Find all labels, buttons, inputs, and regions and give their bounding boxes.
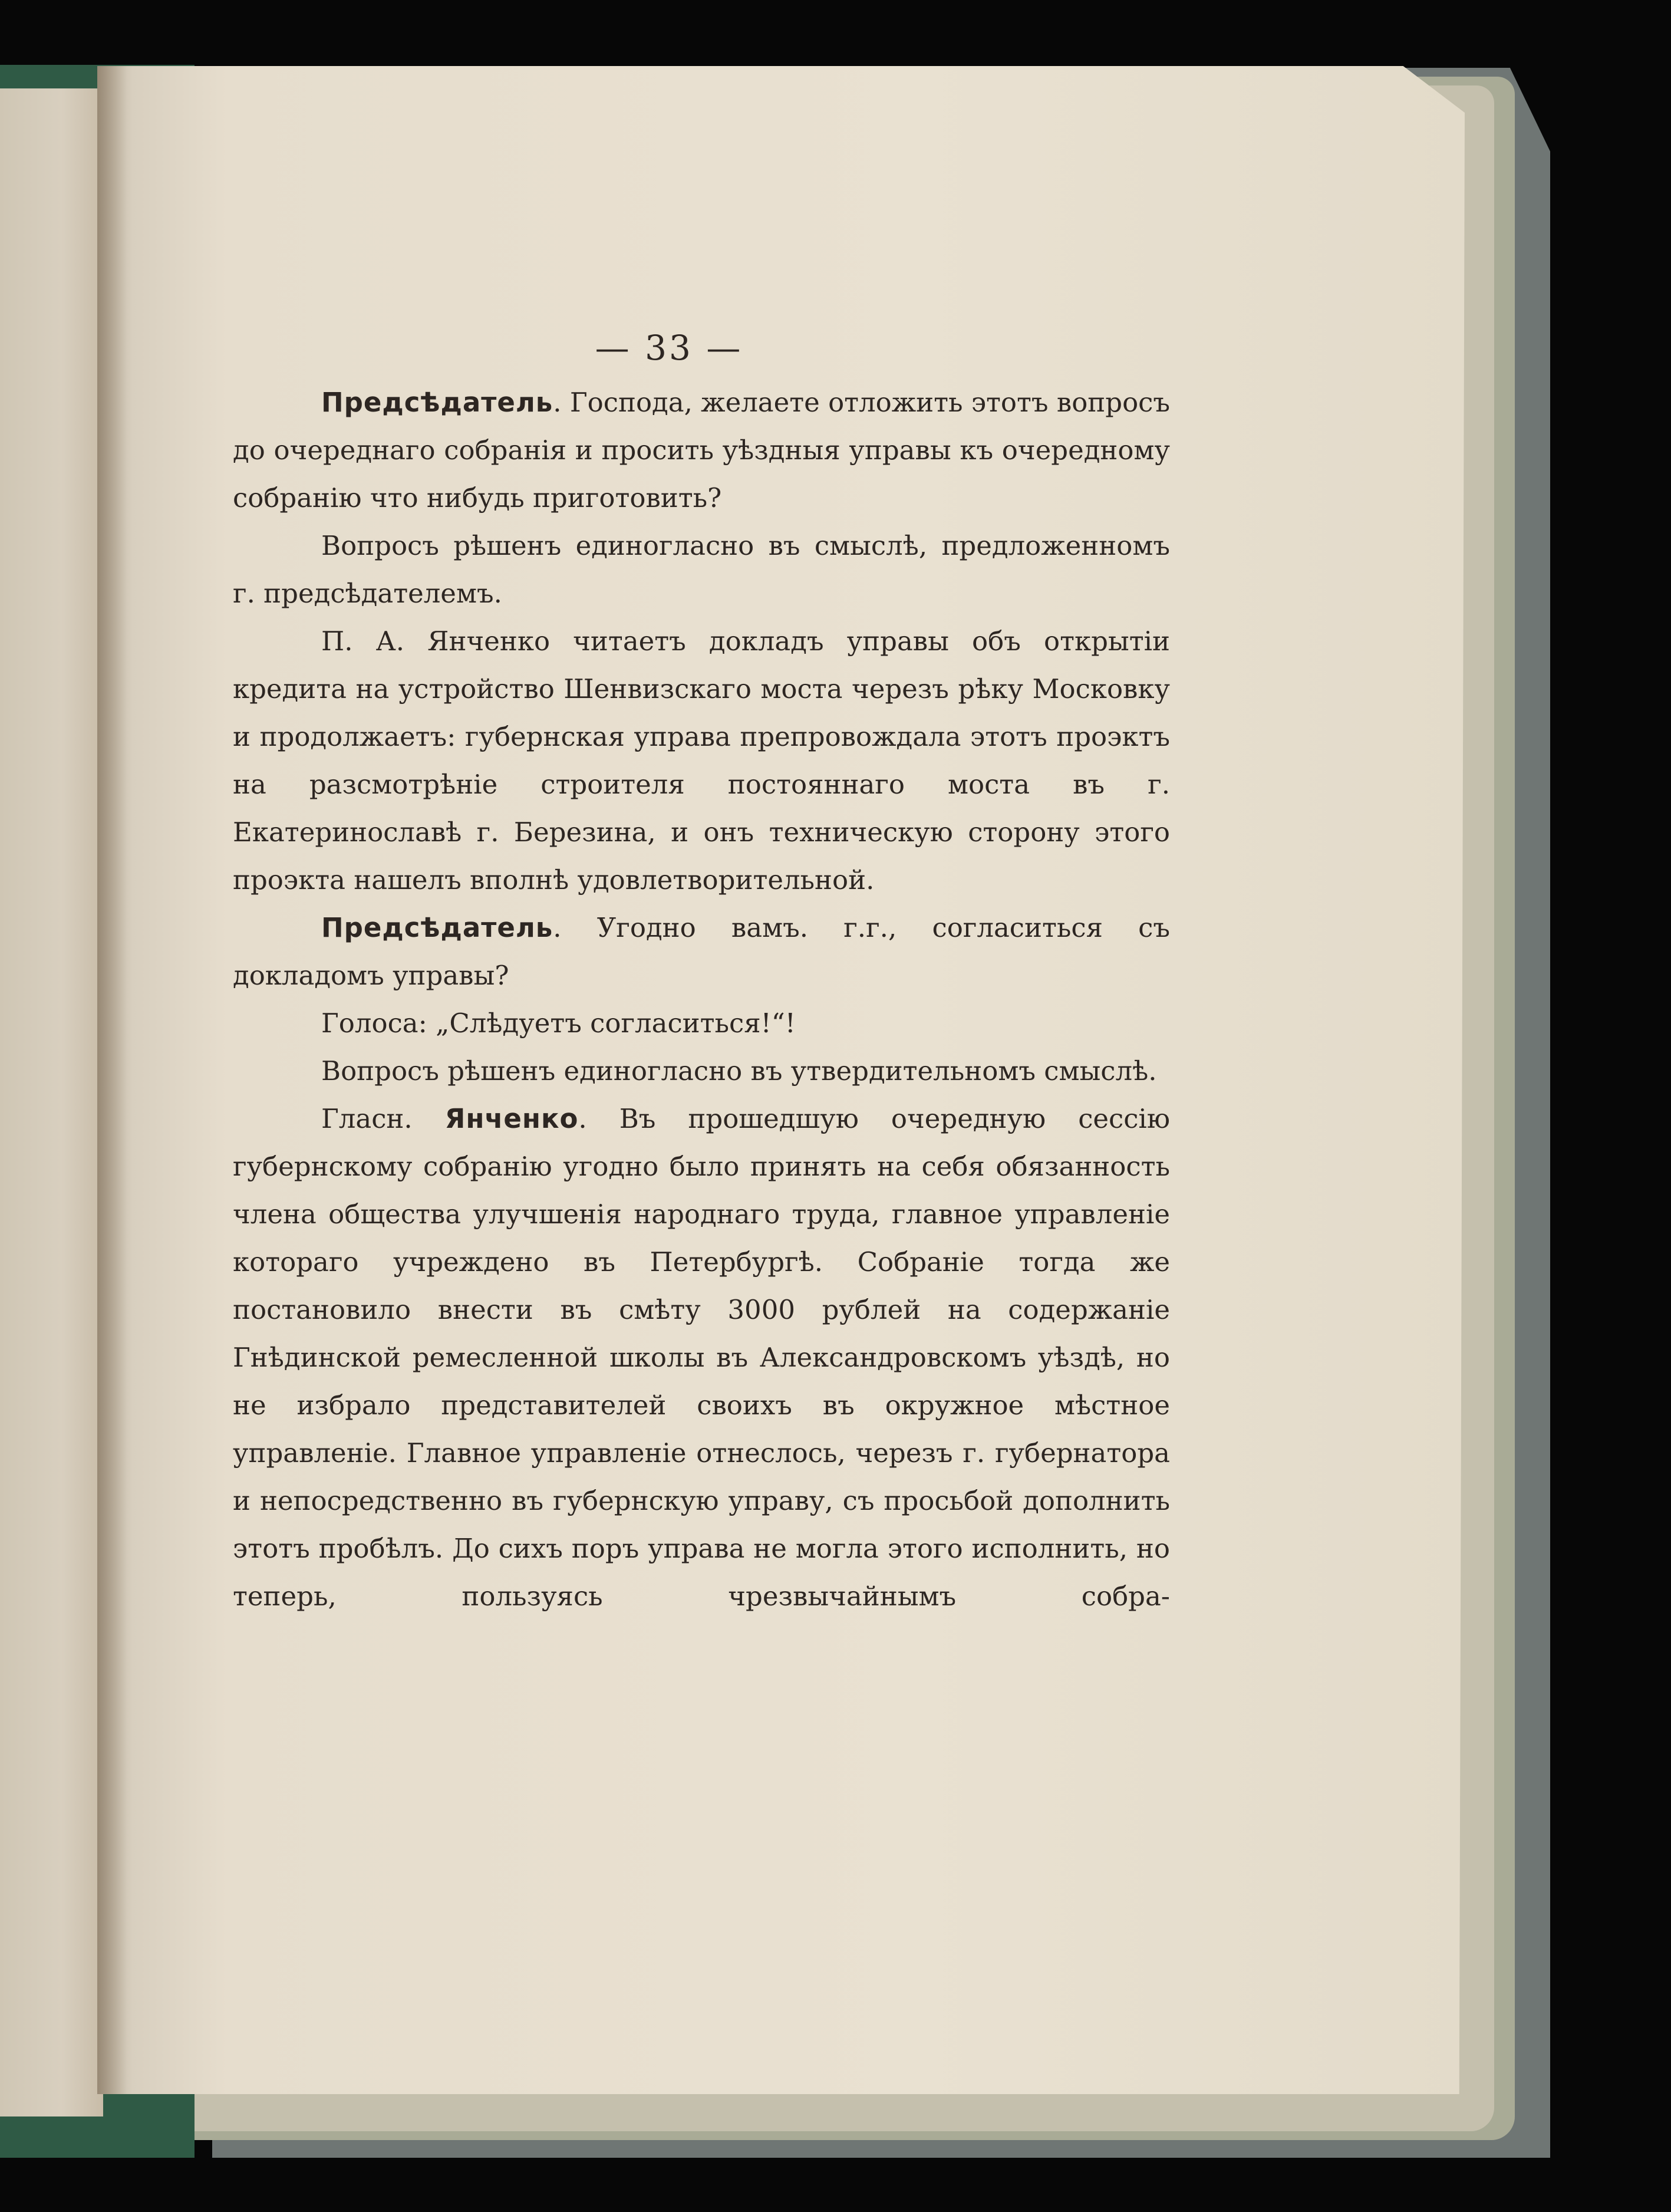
paragraph-text: . Угодно вамъ. г.г., согласиться съ докладомъ управы?: [233, 912, 1170, 991]
page-text: [233, 318, 1170, 1620]
speaker-name: Предсѣдатель: [321, 387, 553, 418]
paragraph-7: [233, 1095, 1170, 1620]
paragraph-4: [233, 904, 1170, 999]
paragraph-text: П. А. Янченко читаетъ докладъ управы объ открытіи кредита на устройство Шенвизскаго моста черезъ рѣку Московку и продолжаетъ: губернская управа препровождала этотъ проэктъ на разсмотрѣніе строителя постояннаго моста въ г. Екатеринославѣ г. Березина, и онъ техническую сторону этого проэкта нашелъ вполнѣ удовлетворительной.: [233, 626, 1170, 896]
paragraph-1: [233, 378, 1170, 522]
paragraph-text: Вопросъ рѣшенъ единогласно въ смыслѣ, предложенномъ г. предсѣдателемъ.: [233, 530, 1170, 609]
paragraph-2: [233, 522, 1170, 617]
paragraph-text: . Въ прошедшую очередную сессію губернскому собранію угодно было принять на себя обязанность члена общества улучшенія народнаго труда, главное управленіе котораго учреждено въ Петербургѣ. Собраніе тогда же постановило внести въ смѣту 3000 рублей на содержаніе Гнѣдинской ремесленной школы въ Александровскомъ уѣздѣ, но не избрало представителей своихъ въ окружное мѣстное управленіе. Главное управленіе отнеслось, черезъ г. губернатора и непосредственно въ губернскую управу, съ просьбой дополнить этотъ пробѣлъ. До сихъ поръ управа не могла этого исполнить, но теперь, пользуясь чрезвычайнымъ собра-: [233, 1103, 1170, 1612]
paragraph-text: Вопросъ рѣшенъ единогласно въ утвердительномъ смыслѣ.: [321, 1055, 1157, 1087]
facing-page-edge: [0, 88, 103, 2116]
speaker-prefix: Гласн.: [321, 1103, 445, 1134]
speaker-name: Предсѣдатель: [321, 912, 553, 943]
speaker-name: Янченко: [444, 1103, 579, 1134]
paragraph-5: [233, 999, 1170, 1047]
paragraph-text: . Господа, желаете отложить этотъ вопросъ до очереднаго собранія и просить уѣздныя управы къ очередному собранію что нибудь приготовить?: [233, 387, 1171, 514]
gutter-shadow: [97, 66, 127, 2094]
paragraph-6: [233, 1047, 1170, 1095]
paragraph-text: Голоса: „Слѣдуетъ согласиться!“!: [321, 1008, 796, 1039]
paragraph-3: [233, 617, 1170, 904]
page-number: — 33 —: [595, 328, 743, 368]
